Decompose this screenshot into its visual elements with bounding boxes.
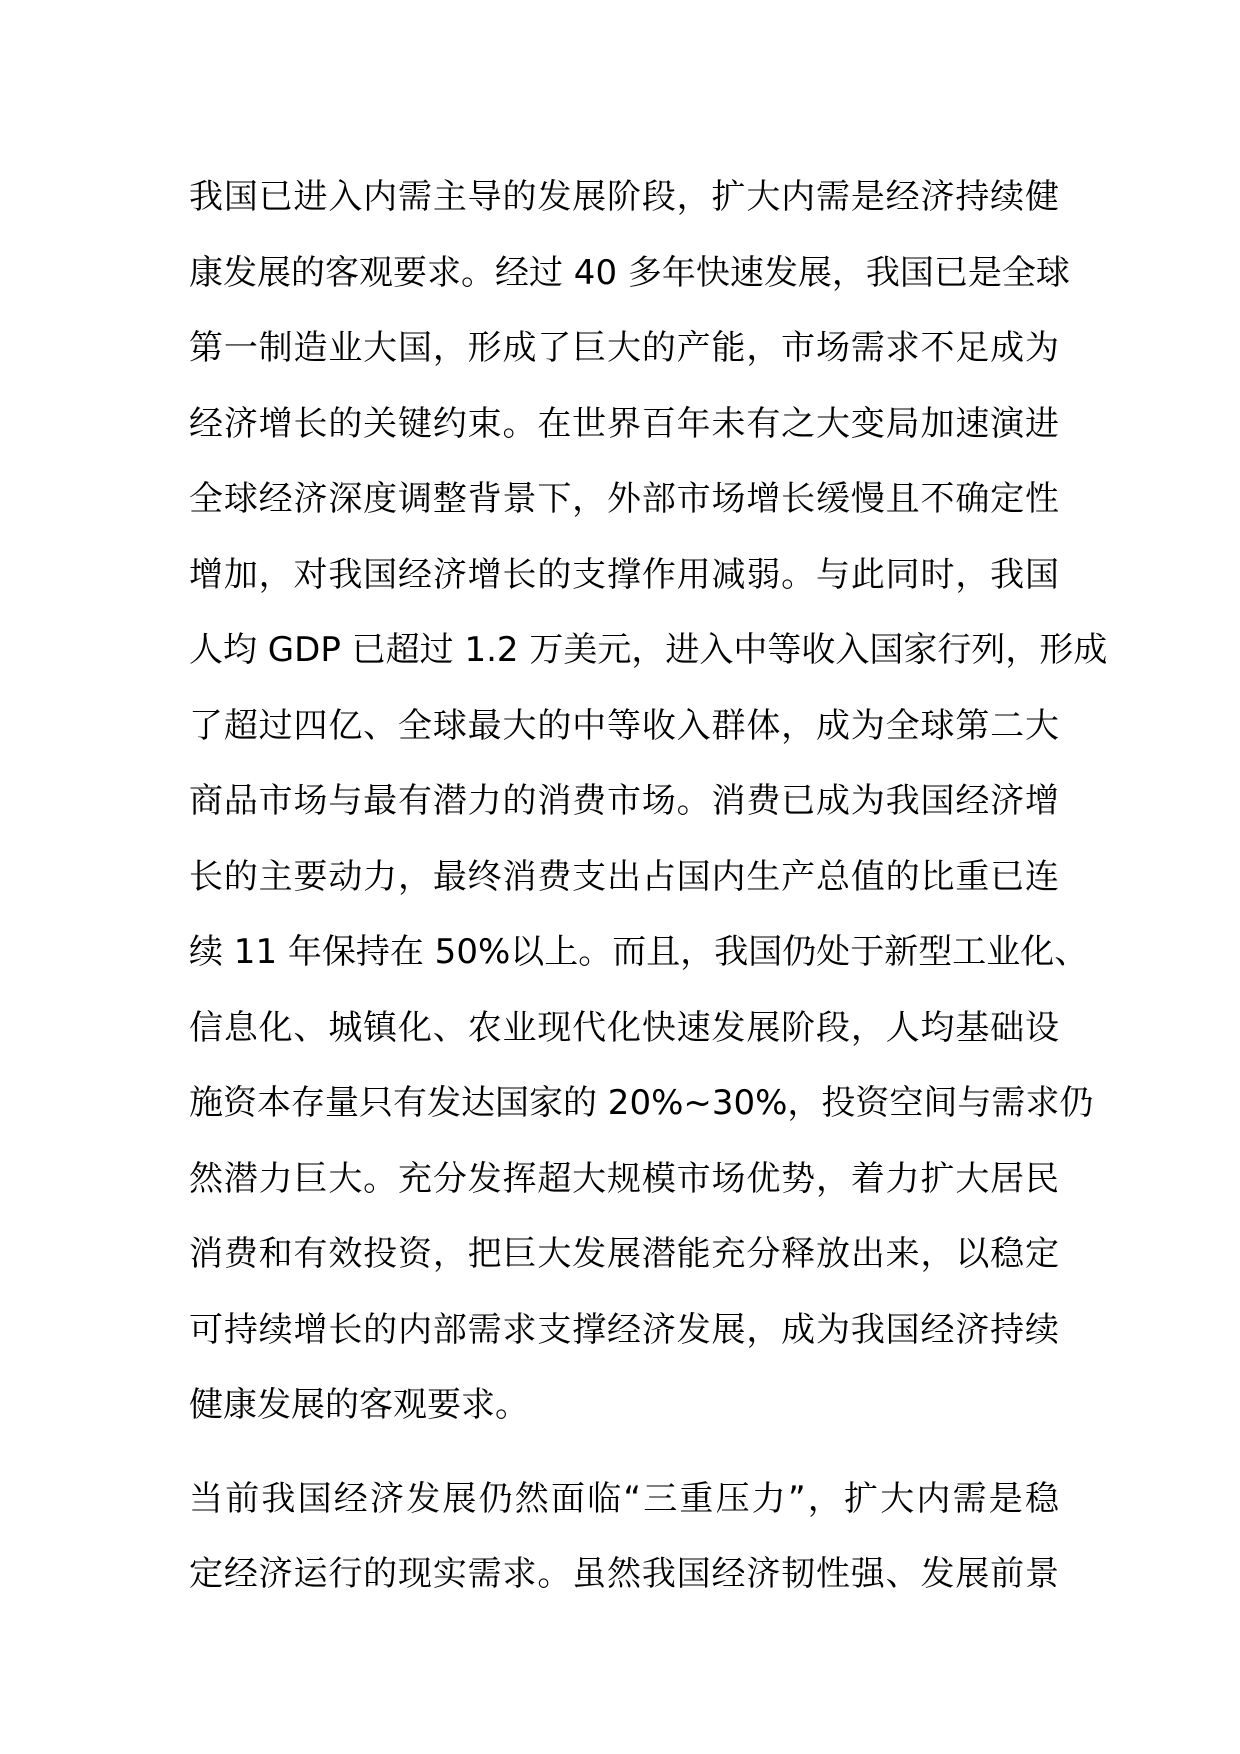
text-line: 商品市场与最有潜力的消费市场。消费已成为我国经济增 xyxy=(189,781,1059,821)
text-line: 第一制造业大国，形成了巨大的产能，市场需求不足成为 xyxy=(189,328,1059,368)
text-line: 增加，对我国经济增长的支撑作用减弱。与此同时，我国 xyxy=(189,554,1059,595)
paragraph-1 xyxy=(189,160,1108,1444)
text-line: 长的主要动力，最终消费支出占国内生产总值的比重已连 xyxy=(189,856,1059,897)
text-line: 续 11 年保持在 50%以上。而且，我国仍处于新型工业化、 xyxy=(189,932,1089,972)
text-line: 消费和有效投资，把巨大发展潜能充分释放出来，以稳定 xyxy=(189,1234,1059,1274)
text-line: 了超过四亿、全球最大的中等收入群体，成为全球第二大 xyxy=(189,705,1059,746)
text-line: 我国已进入内需主导的发展阶段，扩大内需是经济持续健 xyxy=(189,177,1059,217)
text-line: 人均 GDP 已超过 1.2 万美元，进入中等收入国家行列，形成 xyxy=(189,630,1108,670)
text-line: 康发展的客观要求。经过 40 多年快速发展，我国已是全球 xyxy=(189,252,1070,293)
text-line: 可持续增长的内部需求支撑经济发展，成为我国经济持续 xyxy=(189,1309,1059,1350)
text-line: 然潜力巨大。充分发挥超大规模市场优势，着力扩大居民 xyxy=(189,1158,1059,1199)
text-line: 经济增长的关键约束。在世界百年未有之大变局加速演进 xyxy=(189,403,1059,444)
text-line: 信息化、城镇化、农业现代化快速发展阶段，人均基础设 xyxy=(189,1007,1059,1048)
text-line: 全球经济深度调整背景下，外部市场增长缓慢且不确定性 xyxy=(189,479,1059,519)
text-line: 当前我国经济发展仍然面临“三重压力”，扩大内需是稳 xyxy=(189,1478,1059,1519)
paragraph-2 xyxy=(189,1462,1059,1613)
document-body xyxy=(189,160,1108,1613)
text-line: 健康发展的客观要求。 xyxy=(189,1385,529,1425)
text-line: 定经济运行的现实需求。虽然我国经济韧性强、发展前景 xyxy=(189,1554,1059,1594)
text-line: 施资本存量只有发达国家的 20%~30%，投资空间与需求仍 xyxy=(189,1083,1094,1123)
